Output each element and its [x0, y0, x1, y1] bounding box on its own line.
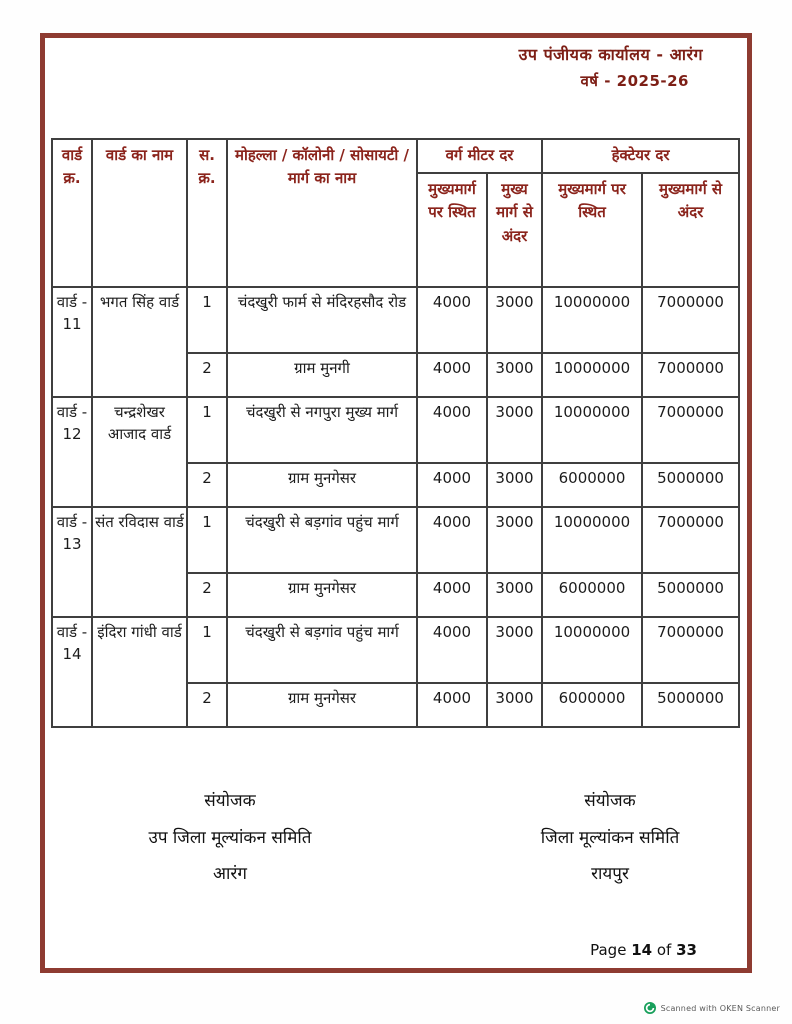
hectare-inner-rate-cell: 5000000: [642, 573, 739, 617]
signature-committee: उप जिला मूल्यांकन समिति: [148, 827, 312, 848]
road-name-cell: चंदखुरी से बड़गांव पहुंच मार्ग: [227, 617, 417, 683]
sqm-main-rate-cell: 4000: [417, 463, 487, 507]
signature-block-left: [85, 783, 375, 893]
page-number: [590, 941, 697, 959]
signature-committee: जिला मूल्यांकन समिति: [540, 827, 680, 848]
year-title: वर्ष - 2025-26: [580, 72, 689, 90]
hectare-main-rate-cell: 10000000: [542, 507, 642, 573]
hectare-inner-rate-cell: 7000000: [642, 507, 739, 573]
sqm-main-rate-cell: 4000: [417, 507, 487, 573]
sqm-inner-rate-cell: 3000: [487, 683, 542, 727]
sqm-inner-rate-cell: 3000: [487, 287, 542, 353]
hectare-inner-rate-cell: 5000000: [642, 683, 739, 727]
col-header-sqm-on-main: मुख्यमार्ग पर स्थित: [417, 173, 487, 287]
ward-number-cell: वार्ड - 13: [52, 507, 92, 617]
of-word: of: [656, 941, 672, 959]
signature-place: रायपुर: [591, 864, 629, 885]
page-total: 33: [676, 941, 697, 959]
sqm-main-rate-cell: 4000: [417, 397, 487, 463]
hectare-inner-rate-cell: 7000000: [642, 617, 739, 683]
table-row: [52, 397, 739, 463]
page-word: Page: [590, 941, 627, 959]
col-group-sqm-rate: वर्ग मीटर दर: [417, 139, 542, 173]
serial-cell: 2: [187, 573, 227, 617]
sqm-inner-rate-cell: 3000: [487, 353, 542, 397]
signature-place: आरंग: [213, 864, 247, 885]
road-name-cell: ग्राम मुनगेसर: [227, 463, 417, 507]
hectare-main-rate-cell: 6000000: [542, 463, 642, 507]
sqm-main-rate-cell: 4000: [417, 573, 487, 617]
col-header-hectare-inner: मुख्यमार्ग से अंदर: [642, 173, 739, 287]
hectare-inner-rate-cell: 5000000: [642, 463, 739, 507]
ward-name-cell: भगत सिंह वार्ड: [92, 287, 187, 397]
sqm-main-rate-cell: 4000: [417, 287, 487, 353]
hectare-main-rate-cell: 10000000: [542, 617, 642, 683]
signature-role: संयोजक: [204, 791, 256, 811]
sqm-main-rate-cell: 4000: [417, 353, 487, 397]
col-header-ward-name: वार्ड का नाम: [92, 139, 187, 287]
page-frame: [40, 33, 752, 973]
table-row: [52, 287, 739, 353]
office-title: उप पंजीयक कार्यालय - आरंग: [518, 45, 703, 64]
hectare-inner-rate-cell: 7000000: [642, 397, 739, 463]
col-group-hectare-rate: हेक्टेयर दर: [542, 139, 739, 173]
road-name-cell: ग्राम मुनगेसर: [227, 573, 417, 617]
serial-cell: 2: [187, 683, 227, 727]
serial-cell: 1: [187, 617, 227, 683]
scanner-badge: [644, 1002, 780, 1014]
table-row: [52, 617, 739, 683]
signature-role: संयोजक: [584, 791, 636, 811]
hectare-main-rate-cell: 10000000: [542, 397, 642, 463]
sqm-inner-rate-cell: 3000: [487, 573, 542, 617]
col-header-road-name: मोहल्ला / कॉलोनी / सोसायटी / मार्ग का नाम: [227, 139, 417, 287]
serial-cell: 2: [187, 463, 227, 507]
ward-number-cell: वार्ड - 14: [52, 617, 92, 727]
sqm-inner-rate-cell: 3000: [487, 463, 542, 507]
table-row: [52, 507, 739, 573]
col-header-hectare-on-main: मुख्यमार्ग पर स्थित: [542, 173, 642, 287]
serial-cell: 1: [187, 397, 227, 463]
serial-cell: 1: [187, 287, 227, 353]
oken-scanner-icon: [644, 1002, 656, 1014]
col-header-serial-no: स. क्र.: [187, 139, 227, 287]
road-name-cell: ग्राम मुनगेसर: [227, 683, 417, 727]
hectare-main-rate-cell: 10000000: [542, 287, 642, 353]
sqm-inner-rate-cell: 3000: [487, 507, 542, 573]
ward-number-cell: वार्ड - 11: [52, 287, 92, 397]
scanner-note-text: Scanned with OKEN Scanner: [660, 1003, 780, 1013]
ward-name-cell: चन्द्रशेखर आजाद वार्ड: [92, 397, 187, 507]
hectare-inner-rate-cell: 7000000: [642, 353, 739, 397]
sqm-inner-rate-cell: 3000: [487, 397, 542, 463]
col-header-ward-no: वार्ड क्र.: [52, 139, 92, 287]
road-name-cell: ग्राम मुनगी: [227, 353, 417, 397]
hectare-inner-rate-cell: 7000000: [642, 287, 739, 353]
hectare-main-rate-cell: 6000000: [542, 573, 642, 617]
ward-number-cell: वार्ड - 12: [52, 397, 92, 507]
sqm-main-rate-cell: 4000: [417, 683, 487, 727]
serial-cell: 1: [187, 507, 227, 573]
page-current: 14: [631, 941, 653, 959]
sqm-main-rate-cell: 4000: [417, 617, 487, 683]
col-header-sqm-inner: मुख्य मार्ग से अंदर: [487, 173, 542, 287]
serial-cell: 2: [187, 353, 227, 397]
road-name-cell: चंदखुरी फार्म से मंदिरहसौद रोड: [227, 287, 417, 353]
hectare-main-rate-cell: 10000000: [542, 353, 642, 397]
road-name-cell: चंदखुरी से नगपुरा मुख्य मार्ग: [227, 397, 417, 463]
ward-rates-table: [51, 138, 740, 728]
road-name-cell: चंदखुरी से बड़गांव पहुंच मार्ग: [227, 507, 417, 573]
hectare-main-rate-cell: 6000000: [542, 683, 642, 727]
signature-block-right: [465, 783, 755, 893]
ward-name-cell: इंदिरा गांधी वार्ड: [92, 617, 187, 727]
ward-name-cell: संत रविदास वार्ड: [92, 507, 187, 617]
sqm-inner-rate-cell: 3000: [487, 617, 542, 683]
